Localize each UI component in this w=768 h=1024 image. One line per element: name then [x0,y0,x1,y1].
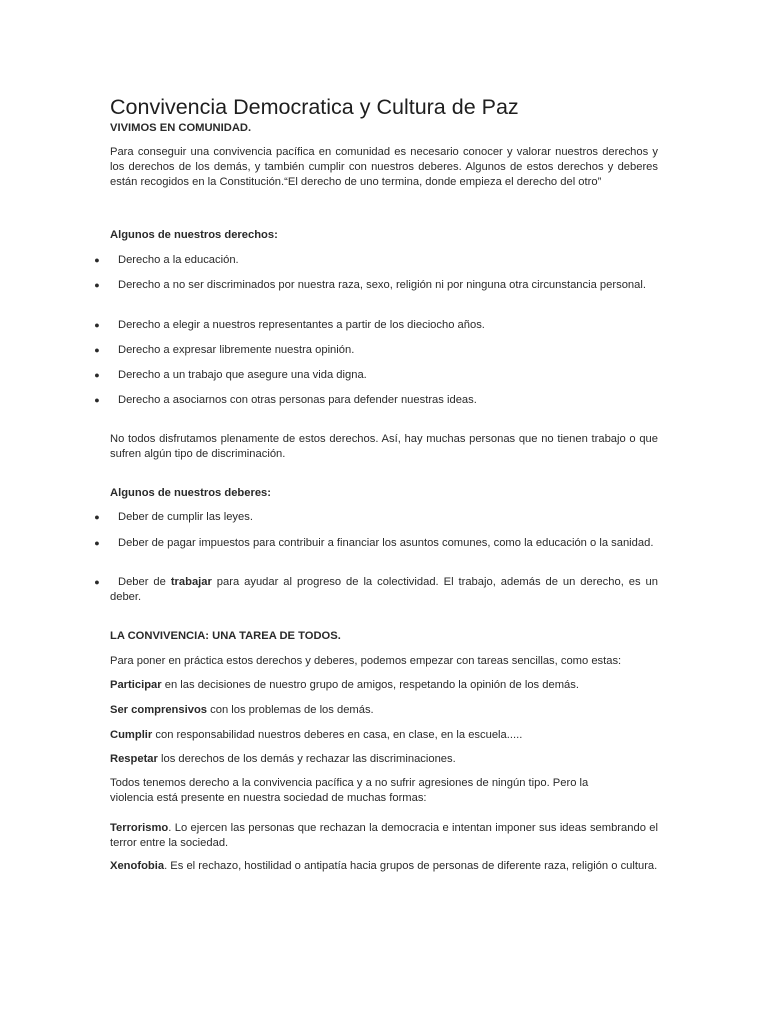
task-text: los derechos de los demás y rechazar las discriminaciones. [157,753,456,765]
list-item-text [110,576,658,603]
bullet-icon: ● [94,345,100,355]
bullet-icon: ● [94,395,100,405]
task-keyword: Cumplir [110,729,153,741]
duty-text-end: para ayudar al progreso de la colectividad. El trabajo, además de un derecho, es un deber. [110,576,658,603]
list-item [94,536,658,551]
task-text: con responsabilidad nuestros deberes en casa, en clase, en la escuela..... [152,729,523,741]
bullet-icon: ● [94,280,100,290]
violence-intro: Todos tenemos derecho a la convivencia pacífica y a no sufrir agresiones de ningún tipo. Pero la violencia está presente en nuestra sociedad de muchas formas: [110,777,589,804]
task-item [110,678,658,693]
task-keyword: Respetar [110,753,158,765]
violence-keyword: Xenofobia [110,860,165,872]
list-item-text: Derecho a expresar libremente nuestra opinión. [118,344,355,356]
duties-heading: Algunos de nuestros deberes: [110,487,272,499]
bullet-icon: ● [94,320,100,330]
list-item [94,343,658,358]
list-item [94,253,658,268]
bullet-icon: ● [94,512,100,522]
task-item [110,752,658,767]
list-item-text: Derecho a asociarnos con otras personas para defender nuestras ideas. [118,394,477,406]
list-item [94,278,658,293]
bullet-icon: ● [94,538,100,548]
violence-item [110,859,658,874]
section2-intro: Para poner en práctica estos derechos y deberes, podemos empezar con tareas sencillas, como estas: [110,655,622,667]
list-item [94,575,658,605]
task-keyword: Participar [110,679,162,691]
violence-text: . Es el rechazo, hostilidad o antipatía hacia grupos de personas de diferente raza, religión o cultura. [164,860,658,872]
list-item [94,510,658,525]
list-item [94,318,658,333]
task-item [110,703,658,718]
list-item-text: Derecho a un trabajo que asegure una vida digna. [118,369,367,381]
rights-note: No todos disfrutamos plenamente de estos derechos. Así, hay muchas personas que no tienen trabajo o que sufren algún tipo de discriminación. [110,433,658,460]
task-keyword: Ser comprensivos [110,704,208,716]
list-item-text: Deber de pagar impuestos para contribuir a financiar los asuntos comunes, como la educación o la sanidad. [118,537,654,549]
list-item [94,393,658,408]
section-heading-comunidad: VIVIMOS EN COMUNIDAD. [110,122,252,134]
duty-text-start: Deber de [118,576,171,588]
violence-keyword: Terrorismo [110,822,169,834]
list-item [94,368,658,383]
task-item [110,728,658,743]
list-item-text: Deber de cumplir las leyes. [118,511,253,523]
rights-heading: Algunos de nuestros derechos: [110,229,278,241]
intro-paragraph: Para conseguir una convivencia pacífica en comunidad es necesario conocer y valorar nuestros derechos y los derechos de los demás, y también cumplir con nuestros deberes. Algunos de estos derechos y deberes están recogidos en la Constitución.“El derecho de uno termina, donde empieza el derecho del otro” [110,146,658,188]
section-heading-convivencia: LA CONVIVENCIA: UNA TAREA DE TODOS. [110,630,341,642]
duty-keyword: trabajar [170,576,212,588]
bullet-icon: ● [94,255,100,265]
list-item-text: Derecho a no ser discriminados por nuestra raza, sexo, religión ni por ninguna otra circunstancia personal. [118,279,646,291]
bullet-icon: ● [94,370,100,380]
task-text: en las decisiones de nuestro grupo de amigos, respetando la opinión de los demás. [161,679,579,691]
page-title: Convivencia Democratica y Cultura de Paz [110,95,519,119]
list-item-text: Derecho a la educación. [118,254,239,266]
violence-text: . Lo ejercen las personas que rechazan la democracia e intentan imponer sus ideas sembrando el terror entre la sociedad. [110,822,658,849]
violence-item [110,821,658,851]
list-item-text: Derecho a elegir a nuestros representantes a partir de los dieciocho años. [118,319,485,331]
bullet-icon: ● [94,577,100,587]
task-text: con los problemas de los demás. [207,704,374,716]
